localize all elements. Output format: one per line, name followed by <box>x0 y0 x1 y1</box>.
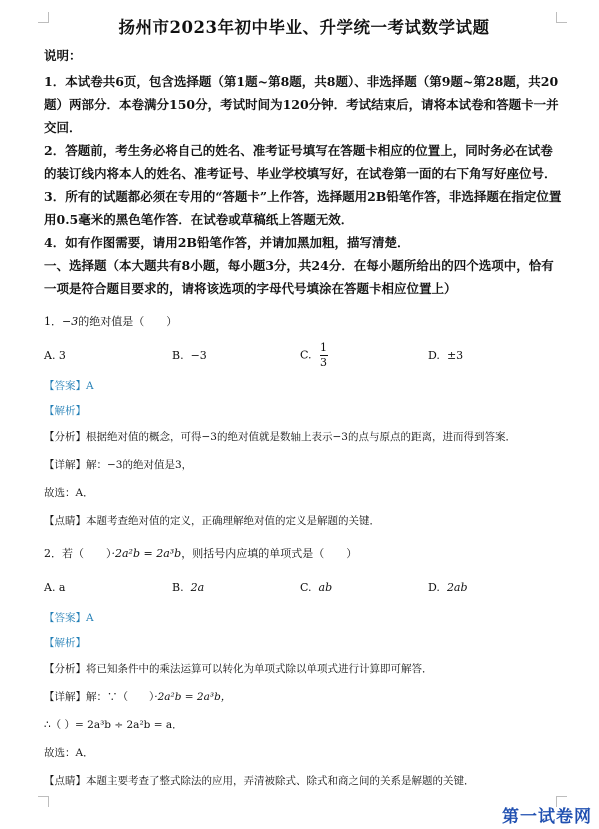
q2-stem: 2．若（ ）·2a²b = 2a³b，则括号内应填的单项式是（ ） <box>44 547 358 560</box>
q1-option-d: D. ±3 <box>428 348 464 362</box>
instructions-label: 说明： <box>44 48 82 63</box>
document-page <box>44 14 564 790</box>
q1-analysis-tag: 【解析】 <box>44 405 86 417</box>
instruction-1: 1．本试卷共6页，包含选择题（第1题~第8题，共8题）、非选择题（第9题~第28题，共20题）两部分．本卷满分150分，考试时间为120分钟．考试结束后，请将本试卷和答题卡一并交回． <box>44 74 559 135</box>
q2-detail: 【详解】解：∵（ ）·2a²b = 2a³b， <box>44 691 232 703</box>
q1-option-c-fraction: $\frac{1}{3}$ <box>320 340 328 369</box>
q1-analysis: 【分析】根据绝对值的概念，可得−3的绝对值就是数轴上表示−3的点与原点的距离，进而得到答案． <box>44 431 516 443</box>
q2-option-d: D. 2ab <box>428 580 468 594</box>
q1-stem-math: −3 <box>62 315 79 328</box>
q2-answer-tag: 【答案】A <box>44 612 94 624</box>
document-title: 扬州市2023年初中毕业、升学统一考试数学试题 <box>118 18 490 37</box>
instruction-3: 3．所有的试题都必须在专用的“答题卡”上作答，选择题用2B铅笔作答，非选择题在指定位置用0.5毫米的黑色笔作答．在试卷或草稿纸上答题无效． <box>44 189 562 227</box>
q2-option-b: B. 2a <box>172 580 205 594</box>
q2-choose: 故选：A． <box>44 747 94 759</box>
q2-option-c: C. ab <box>300 580 333 594</box>
q1-stem: 1．−3的绝对值是（ ） <box>44 315 178 328</box>
crop-mark-bottom-left <box>38 796 49 807</box>
q1-comment: 【点睛】本题考查绝对值的定义，正确理解绝对值的定义是解题的关键． <box>44 515 380 527</box>
q1-option-a: A. 3 <box>44 348 66 362</box>
q1-option-c: C. $\frac{1}{3}$ <box>300 340 328 369</box>
q2-stem-math: ·2a²b = 2a³b <box>111 547 182 560</box>
q2-comment: 【点睛】本题主要考查了整式除法的应用，弄清被除式、除式和商之间的关系是解题的关键． <box>44 775 475 787</box>
q2-option-a: A. a <box>44 580 66 594</box>
q1-option-b: B. −3 <box>172 348 207 362</box>
site-logo[interactable]: 第一试卷网 <box>502 807 592 827</box>
q1-choose: 故选：A． <box>44 487 94 499</box>
q2-therefore: ∴（ ）= 2a³b ÷ 2a²b = a． <box>44 719 183 731</box>
q2-analysis: 【分析】将已知条件中的乘法运算可以转化为单项式除以单项式进行计算即可解答． <box>44 663 433 675</box>
instruction-2: 2．答题前，考生务必将自己的姓名、准考证号填写在答题卡相应的位置上，同时务必在试卷的装订线内将本人的姓名、准考证号、毕业学校填写好，在试卷第一面的右下角写好座位号． <box>44 143 557 181</box>
section-header: 一、选择题（本大题共有8小题，每小题3分，共24分．在每小题所给出的四个选项中，恰有一项是符合题目要求的，请将该选项的字母代号填涂在答题卡相应位置上） <box>44 258 554 296</box>
instruction-4: 4．如有作图需要，请用2B铅笔作答，并请加黑加粗，描写清楚． <box>44 235 410 250</box>
q2-analysis-tag: 【解析】 <box>44 637 86 649</box>
q1-options <box>44 340 564 370</box>
q1-detail: 【详解】解：−3的绝对值是3， <box>44 459 193 471</box>
q2-options <box>44 572 564 602</box>
q1-answer-tag: 【答案】A <box>44 380 94 392</box>
